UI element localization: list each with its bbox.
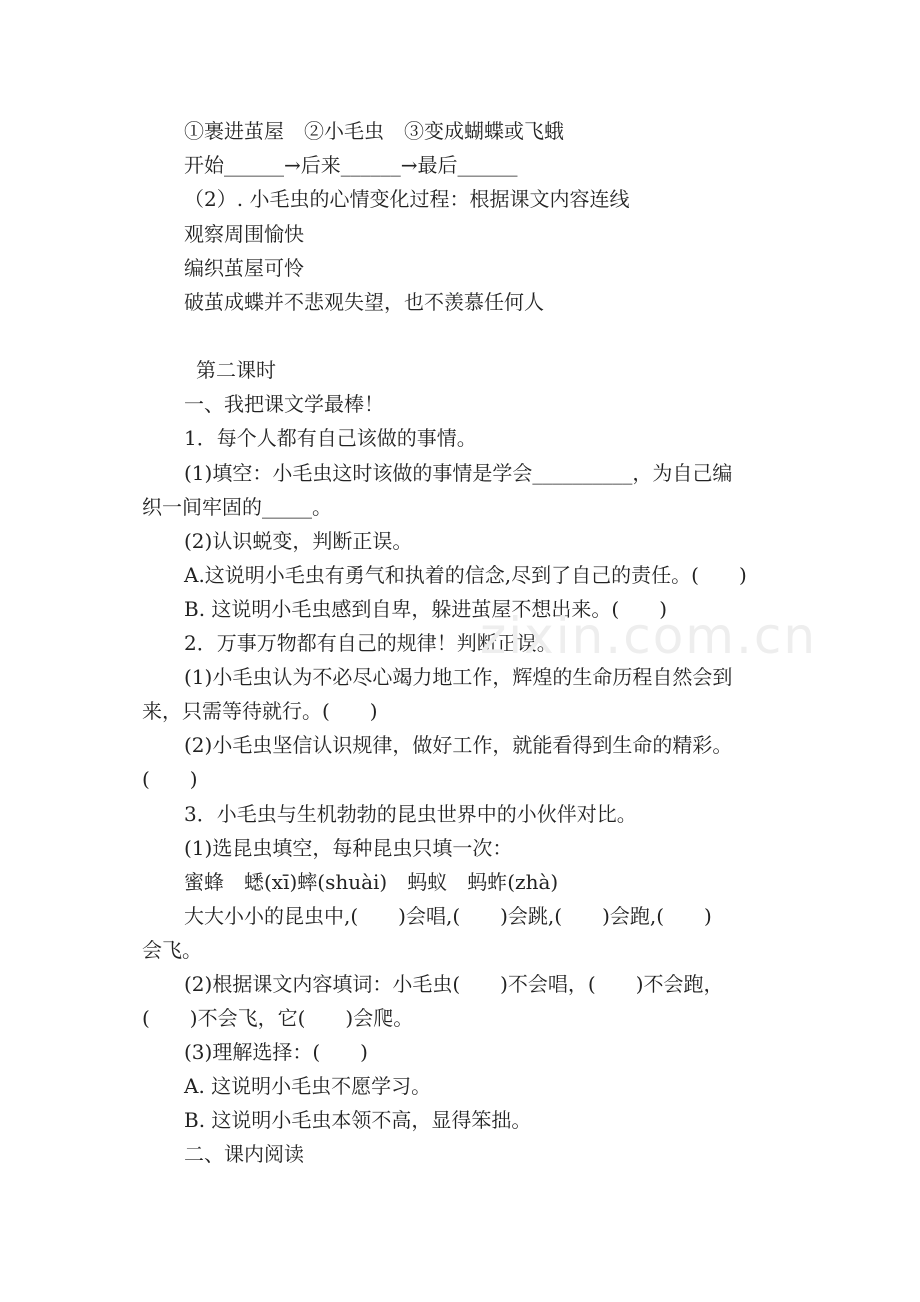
- question-text: (2)根据课文内容填词：小毛虫( )不会唱，( )不会跑，: [184, 972, 724, 996]
- question-text: ( )不会飞，它( )会爬。: [142, 1006, 414, 1030]
- question-text: (2)认识蜕变，判断正误。: [184, 529, 413, 553]
- question-text: (3)理解选择：( ): [184, 1040, 368, 1064]
- question-heading: 3．小毛虫与生机勃勃的昆虫世界中的小伙伴对比。: [184, 802, 637, 826]
- judgement-item: ( ): [142, 767, 198, 791]
- question-heading: （2）. 小毛虫的心情变化过程：根据课文内容连线: [184, 187, 630, 211]
- match-item: 破茧成蝶并不悲观失望，也不羡慕任何人: [184, 290, 544, 314]
- question-text: (1)填空：小毛虫这时该做的事情是学会__________，为自己编: [184, 461, 733, 485]
- insect-options: 蜜蜂 蟋(xī)蟀(shuài) 蚂蚁 蚂蚱(zhà): [184, 870, 559, 894]
- question-text: 织一间牢固的_____。: [142, 495, 332, 519]
- choice-option: B. 这说明小毛虫本领不高，显得笨拙。: [184, 1108, 532, 1132]
- question-text: (1)选昆虫填空，每种昆虫只填一次：: [184, 836, 513, 860]
- judgement-item: B. 这说明小毛虫感到自卑，躲进茧屋不想出来。( ): [184, 597, 668, 621]
- judgement-item: A.这说明小毛虫有勇气和执着的信念,尽到了自己的责任。( ): [184, 563, 747, 587]
- lesson-title: 第二课时: [196, 358, 276, 382]
- judgement-item: (1)小毛虫认为不必尽心竭力地工作，辉煌的生命历程自然会到: [184, 665, 733, 689]
- judgement-item: 来，只需等待就行。( ): [142, 699, 378, 723]
- question-text: 会飞。: [142, 938, 202, 962]
- choice-option: A. 这说明小毛虫不愿学习。: [184, 1074, 432, 1098]
- sequence-blanks: 开始______→后来______→最后______: [184, 153, 518, 177]
- match-item: 编织茧屋可怜: [184, 256, 304, 280]
- section-heading: 一、我把课文学最棒！: [184, 392, 384, 416]
- match-item: 观察周围愉快: [184, 222, 304, 246]
- question-heading: 2．万事万物都有自己的规律！判断正误。: [184, 631, 557, 655]
- question-heading: 1．每个人都有自己该做的事情。: [184, 426, 477, 450]
- judgement-item: (2)小毛虫坚信认识规律，做好工作，就能看得到生命的精彩。: [184, 733, 733, 757]
- section-heading: 二、课内阅读: [184, 1142, 304, 1166]
- question-text: 大大小小的昆虫中,( )会唱,( )会跳,( )会跑,( ): [184, 904, 712, 928]
- sequence-options: ①裹进茧屋 ②小毛虫 ③变成蝴蝶或飞蛾: [184, 119, 564, 143]
- watermark: zixin.com.cn: [480, 607, 818, 665]
